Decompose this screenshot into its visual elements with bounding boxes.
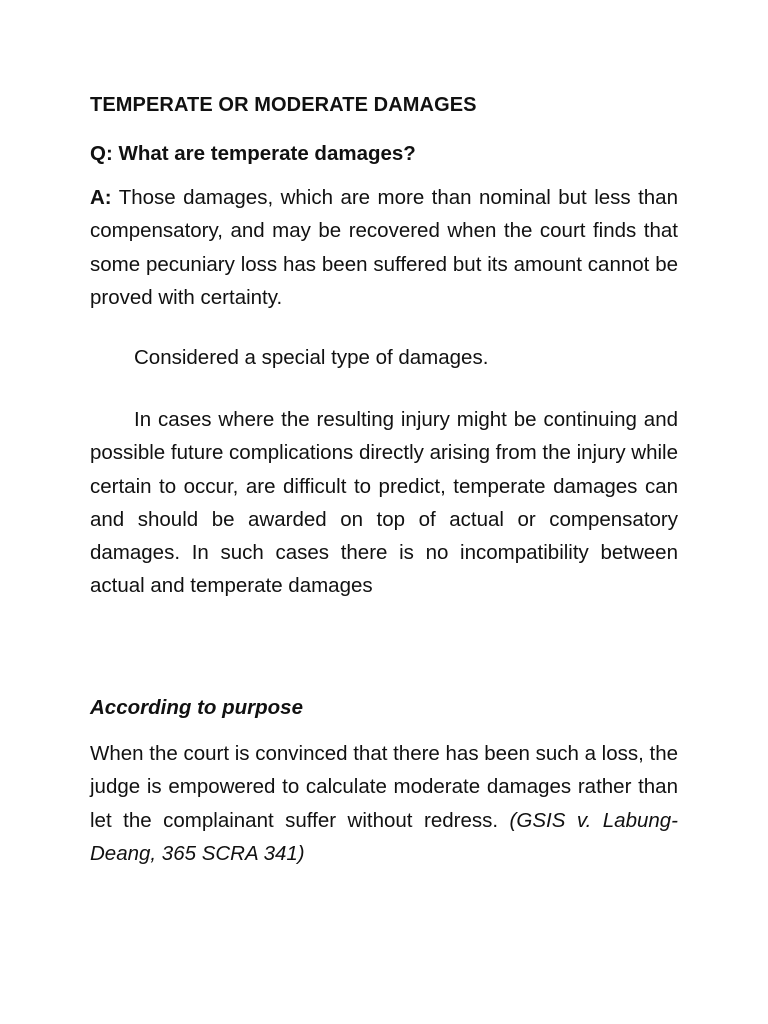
- answer-text: Those damages, which are more than nominal but less than compensatory, and may be recovered when the court finds that some pecuniary loss has been suffered but its amount cannot be proved with certainty.: [90, 186, 678, 309]
- answer-label: A:: [90, 186, 112, 209]
- purpose-heading: According to purpose: [90, 696, 303, 719]
- answer-paragraph: [90, 181, 678, 314]
- question-text: Q: What are temperate damages?: [90, 142, 416, 165]
- purpose-paragraph: [90, 737, 678, 870]
- cases-paragraph: [90, 403, 678, 603]
- section-heading: TEMPERATE OR MODERATE DAMAGES: [90, 94, 477, 116]
- case-citation: (GSIS v. Labung-Deang, 365 SCRA 341): [90, 808, 678, 865]
- special-type-paragraph: [90, 341, 678, 374]
- special-type-text: Considered a special type of damages.: [134, 346, 489, 369]
- purpose-text: When the court is convinced that there has been such a loss, the judge is empowered to calculate moderate damages rather than let the complainant suffer without redress.: [90, 742, 679, 832]
- cases-text: In cases where the resulting injury might be continuing and possible future complications directly arising from the injury while certain to occur, are difficult to predict, temperate damages can and should be awarded on top of actual or compensatory damages. In such cases there is no incompatibility between actual and temperate damages: [90, 408, 678, 598]
